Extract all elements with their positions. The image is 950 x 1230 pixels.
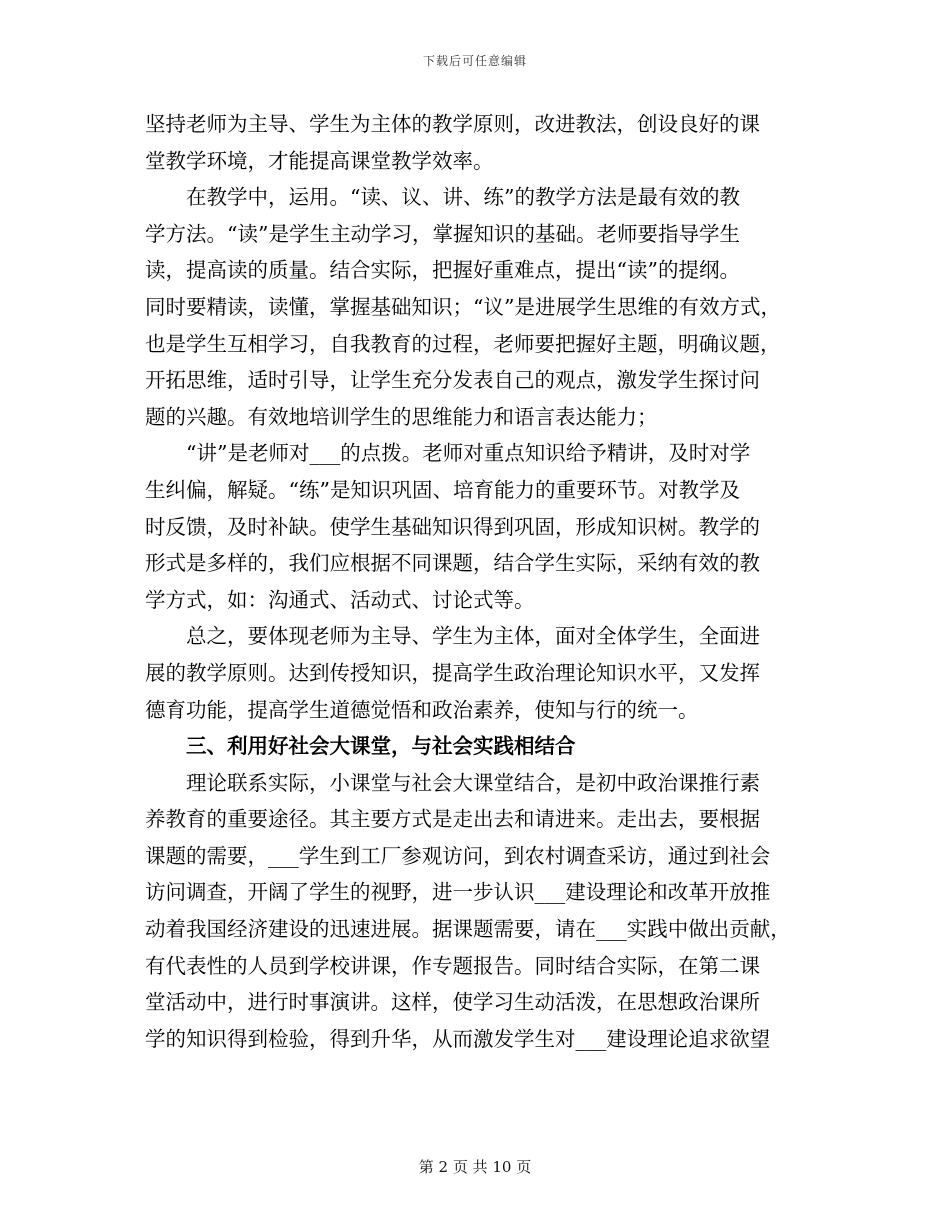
text-line: 理论联系实际，小课堂与社会大课堂结合，是初中政治课推行素 — [186, 770, 760, 795]
text-line: 学的知识得到检验，得到升华，从而激发学生对___建设理论追求欲望 — [145, 1026, 771, 1051]
text-line: 时反馈，及时补缺。使学生基础知识得到巩固，形成知识树。教学的 — [145, 514, 760, 539]
text-line: 题的兴趣。有效地培训学生的思维能力和语言表达能力； — [145, 404, 658, 429]
text-line: “讲”是老师对___的点拨。老师对重点知识给予精讲，及时对学 — [186, 441, 751, 466]
text-line: 学方法。“读”是学生主动学习，掌握知识的基础。老师要指导学生 — [145, 221, 740, 246]
text-line: 堂教学环境，才能提高课堂教学效率。 — [145, 148, 494, 173]
text-line: 德育功能，提高学生道德觉悟和政治素养，使知与行的统一。 — [145, 697, 699, 722]
text-line: 动着我国经济建设的迅速进展。据课题需要，请在___实践中做出贡献， — [145, 917, 791, 942]
text-line: 开拓思维，适时引导，让学生充分发表自己的观点，激发学生探讨问 — [145, 368, 760, 393]
page-header: 下载后可任意编辑 — [422, 54, 527, 68]
page-number-footer: 第 2 页 共 10 页 — [418, 1158, 532, 1176]
text-line: 课题的需要，___学生到工厂参观访问，到农村调查采访，通过到社会 — [145, 843, 771, 868]
text-line: 堂活动中，进行时事演讲。这样，使学习生动活泼，在思想政治课所 — [145, 990, 760, 1015]
text-line: 读，提高读的质量。结合实际，把握好重难点，提出“读”的提纲。 — [145, 258, 740, 283]
text-line: 学方式，如：沟通式、活动式、讨论式等。 — [145, 587, 535, 612]
text-line: 坚持老师为主导、学生为主体的教学原则，改进教法，创设良好的课 — [145, 112, 760, 136]
section-heading: 三、利用好社会大课堂，与社会实践相结合 — [186, 734, 576, 759]
text-line: 展的教学原则。达到传授知识，提高学生政治理论知识水平，又发挥 — [145, 660, 760, 685]
document-body — [145, 106, 815, 1057]
text-line: 同时要精读，读懂，掌握基础知识；“议”是进展学生思维的有效方式， — [145, 294, 781, 319]
text-line: 有代表性的人员到学校讲课，作专题报告。同时结合实际，在第二课 — [145, 953, 760, 978]
text-line: 访问调查，开阔了学生的视野，进一步认识___建设理论和改革开放推 — [145, 880, 771, 905]
text-line: 形式是多样的，我们应根据不同课题，结合学生实际，采纳有效的教 — [145, 551, 760, 576]
text-line: 养教育的重要途径。其主要方式是走出去和请进来。走出去，要根据 — [145, 807, 760, 832]
text-line: 在教学中，运用。“读、议、讲、练”的教学方法是最有效的教 — [186, 185, 740, 210]
text-line: 总之，要体现老师为主导、学生为主体，面对全体学生，全面进 — [186, 624, 760, 649]
text-line: 生纠偏，解疑。“练”是知识巩固、培育能力的重要环节。对教学及 — [145, 477, 740, 502]
text-line: 也是学生互相学习，自我教育的过程，老师要把握好主题，明确议题， — [145, 331, 781, 356]
